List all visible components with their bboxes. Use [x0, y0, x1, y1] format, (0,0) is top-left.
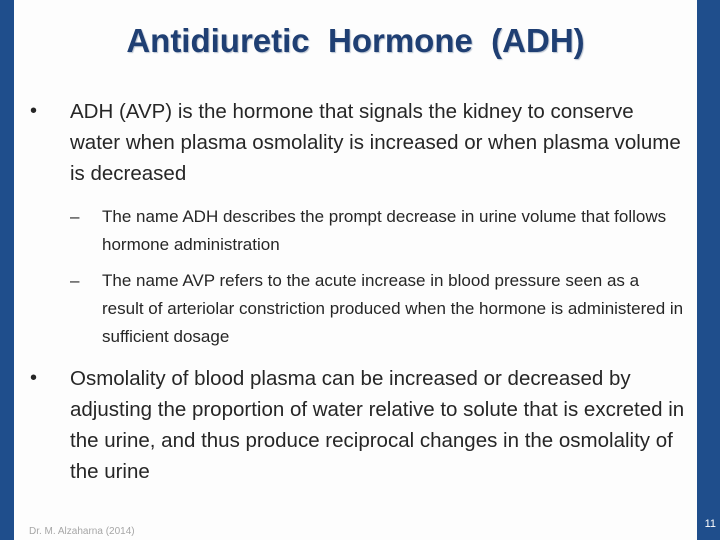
sub-bullet-1: [70, 203, 685, 259]
bullet-2-text: Osmolality of blood plasma can be increased or decreased by adjusting the proportion of water relative to solute that is excreted in the urine, and thus produce reciprocal changes in the osmolality of the urine: [70, 367, 685, 483]
sub-bullet-2-text: The name AVP refers to the acute increase in blood pressure seen as a result of arteriolar constriction produced when the hormone is administered in sufficient dosage: [102, 271, 684, 346]
bullet-1-text: ADH (AVP) is the hormone that signals the kidney to conserve water when plasma osmolality is increased or when plasma volume is decreased: [70, 100, 681, 185]
page-number: 11: [704, 518, 716, 530]
left-accent-bar: [0, 0, 14, 540]
footer-credit: Dr. M. Alzaharna (2014): [29, 526, 135, 537]
sub-bullet-2: [70, 267, 685, 351]
slide-body: [30, 96, 685, 487]
sub-bullet-symbol: –: [70, 207, 80, 226]
slide-title: Antidiuretic Hormone (ADH): [126, 22, 585, 59]
bullet-symbol: •: [30, 367, 38, 389]
bullet-1: [30, 96, 685, 189]
right-accent-bar: [697, 0, 720, 540]
bullet-2: [30, 363, 685, 487]
sub-bullet-symbol: –: [70, 271, 80, 290]
bullet-symbol: •: [30, 100, 38, 122]
sub-bullet-1-text: The name ADH describes the prompt decrease in urine volume that follows hormone administration: [102, 207, 667, 254]
